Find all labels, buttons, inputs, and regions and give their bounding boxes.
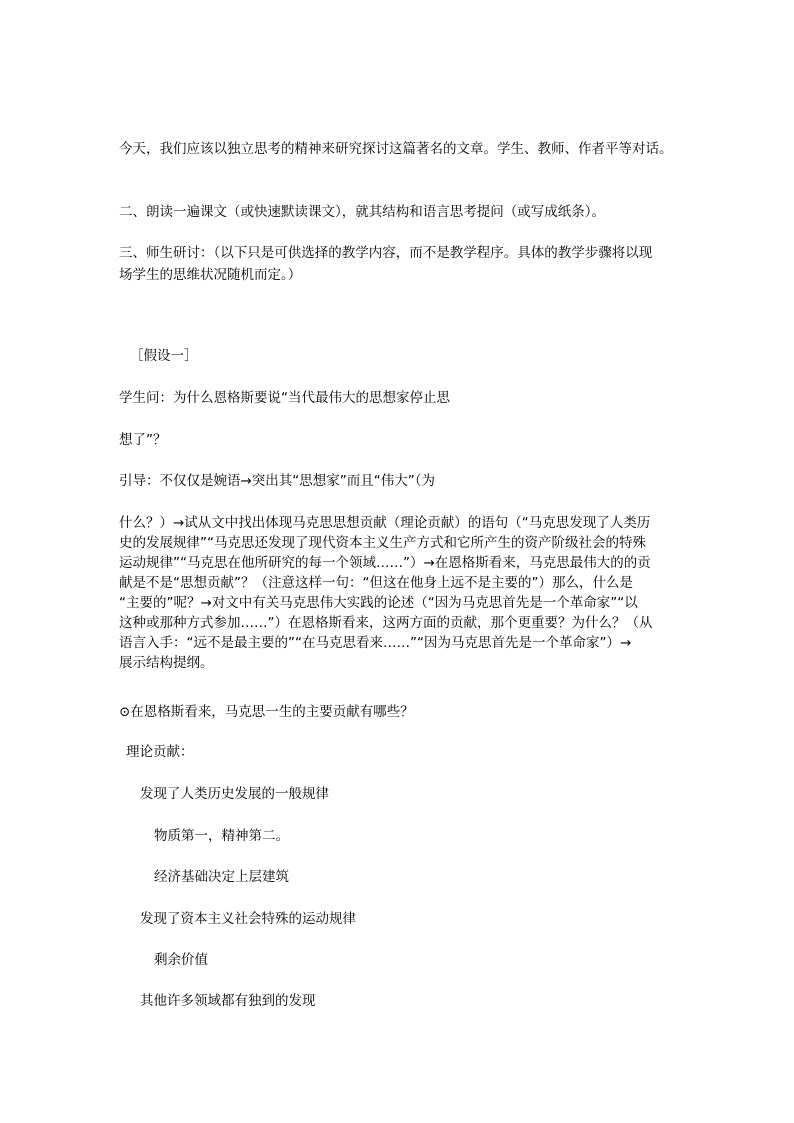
student-question-line-1: 学生问：为什么恩格斯要说“当代最伟大的思想家停止思 (119, 390, 450, 406)
guide-paragraph-line: 献是不是“思想贡献”？（注意这样一句：“但这在他身上远不是主要的”）那么，什么是 (119, 575, 633, 591)
outline-item-1: 发现了人类历史发展的一般规律 (140, 786, 329, 802)
outline-item-1-sub-1: 物质第一，精神第二。 (154, 828, 289, 844)
guide-line-1: 引导：不仅仅是婉语→突出其“思想家”而且“伟大”（为 (119, 473, 436, 489)
outline-item-2-sub-1: 剩余价值 (154, 952, 208, 968)
guide-paragraph-line: 运动规律”“马克思在他所研究的每一个领域……”）→在恩格斯看来，马克思最伟大的的贡 (119, 555, 651, 571)
theory-contribution-label: 理论贡献： (126, 744, 194, 760)
guide-paragraph-line: 史的发展规律”“马克思还发现了现代资本主义生产方式和它所产生的资产阶级社会的特殊 (119, 535, 646, 551)
outline-question: ⊙在恩格斯看来，马克思一生的主要贡献有哪些？ (119, 704, 414, 720)
outline-item-1-sub-2: 经济基础决定上层建筑 (154, 869, 289, 885)
outline-item-3: 其他许多领域都有独到的发现 (140, 993, 316, 1009)
outline-item-2: 发现了资本主义社会特殊的运动规律 (140, 911, 356, 927)
guide-paragraph-line: 语言入手：“远不是最主要的”“在马克思看来……”“因为马克思首先是一个革命家”）→ (119, 635, 632, 651)
guide-paragraph-line: “主要的”呢？→对文中有关马克思伟大实践的论述（“因为马克思首先是一个革命家”“以 (119, 595, 638, 611)
guide-paragraph (119, 513, 679, 673)
guide-paragraph-line: 什么？）→试从文中找出体现马克思思想贡献（理论贡献）的语句（“马克思发现了人类历 (119, 515, 651, 531)
guide-paragraph-line: 这种或那种方式参加……”）在恩格斯看来，这两方面的贡献，那个更重要？为什么？（从 (119, 615, 653, 631)
hypothesis-heading: ［假设一］ (130, 348, 198, 364)
step-two-paragraph: 二、朗读一遍课文（或快速默读课文），就其结构和语言思考提问（或写成纸条）。 (119, 204, 605, 220)
intro-paragraph: 今天，我们应该以独立思考的精神来研究探讨这篇著名的文章。学生、教师、作者平等对话。 (119, 141, 673, 157)
step-three-line-1: 三、师生研讨：（以下只是可供选择的教学内容，而不是教学程序。具体的教学步骤将以现 (119, 245, 653, 261)
student-question-line-2: 想了”？ (119, 432, 167, 448)
step-three-line-2: 场学生的思维状况随机而定。） (119, 267, 302, 283)
guide-paragraph-line: 展示结构提纲。 (119, 655, 214, 671)
